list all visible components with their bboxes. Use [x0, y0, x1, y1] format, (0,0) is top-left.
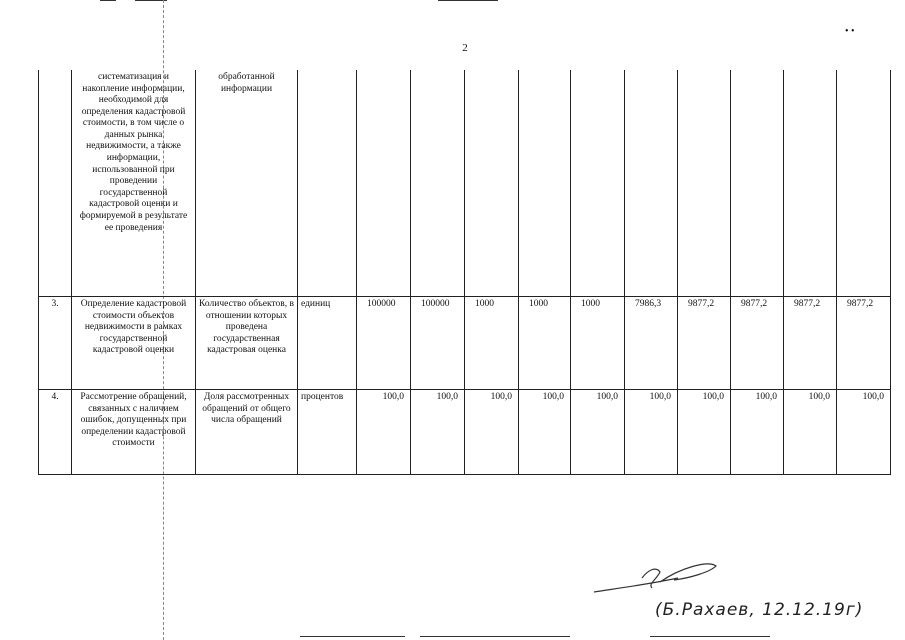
cell-value: 9877,2: [731, 297, 784, 390]
cell-value: 100,0: [625, 390, 678, 475]
cell-value: 100000: [357, 297, 411, 390]
cell-num: 3.: [39, 297, 72, 390]
cell-work-name: систематизация и накопление информации, необходимой для определения кадастровой стоимости, в том числе о данных рынка недвижимости, а также информации, использованной при проведении государственной кадастровой оценки и формируемой в результате ее проведения: [72, 70, 196, 297]
table-row: [39, 390, 891, 475]
table-row-continuation: [39, 70, 891, 297]
scan-artifact-bottom-2: [420, 636, 570, 637]
table-row: [39, 297, 891, 390]
cell-value: 100,0: [784, 390, 837, 475]
cell-value: [357, 70, 411, 297]
cell-value: [411, 70, 465, 297]
cell-unit: [298, 70, 357, 297]
cell-work-name: Определение кадастровой стоимости объектов недвижимости в рамках государственной кадастровой оценки: [72, 297, 196, 390]
cell-num: 4.: [39, 390, 72, 475]
indicators-table: [38, 70, 891, 475]
cell-num: [39, 70, 72, 297]
cell-value: 100,0: [731, 390, 784, 475]
cell-value: 100,0: [678, 390, 731, 475]
cell-value: 9877,2: [837, 297, 891, 390]
cell-value: [465, 70, 519, 297]
scan-artifact-top-1: [100, 0, 116, 1]
cell-value: [678, 70, 731, 297]
cell-indicator: Количество объектов, в отношении которых проведена государственная кадастровая оценка: [196, 297, 298, 390]
cell-value: 100,0: [571, 390, 625, 475]
cell-value: 100,0: [411, 390, 465, 475]
signature-mark: [590, 548, 730, 608]
cell-unit: единиц: [298, 297, 357, 390]
signature-text: (Б.Рахаев, 12.12.19г): [655, 600, 864, 620]
scan-marks: • •: [845, 26, 855, 37]
cell-indicator: Доля рассмотренных обращений от общего числа обращений: [196, 390, 298, 475]
cell-unit: процентов: [298, 390, 357, 475]
cell-value: [731, 70, 784, 297]
page-number: 2: [462, 42, 468, 54]
cell-value: 1000: [519, 297, 571, 390]
cell-value: 1000: [465, 297, 519, 390]
cell-value: [625, 70, 678, 297]
cell-value: [784, 70, 837, 297]
cell-indicator: обработанной информации: [196, 70, 298, 297]
scan-artifact-bottom-1: [300, 636, 405, 637]
cell-value: 9877,2: [784, 297, 837, 390]
cell-value: [519, 70, 571, 297]
cell-value: 100,0: [837, 390, 891, 475]
cell-work-name: Рассмотрение обращений, связанных с наличием ошибок, допущенных при определении кадастровой стоимости: [72, 390, 196, 475]
cell-value: 100,0: [357, 390, 411, 475]
cell-value: [571, 70, 625, 297]
cell-value: 100,0: [519, 390, 571, 475]
scan-artifact-top-3: [438, 0, 498, 1]
cell-value: 100,0: [465, 390, 519, 475]
cell-value: 9877,2: [678, 297, 731, 390]
scan-artifact-bottom-3: [650, 636, 770, 637]
cell-value: 100000: [411, 297, 465, 390]
cell-value: 1000: [571, 297, 625, 390]
cell-value: [837, 70, 891, 297]
cell-value: 7986,3: [625, 297, 678, 390]
